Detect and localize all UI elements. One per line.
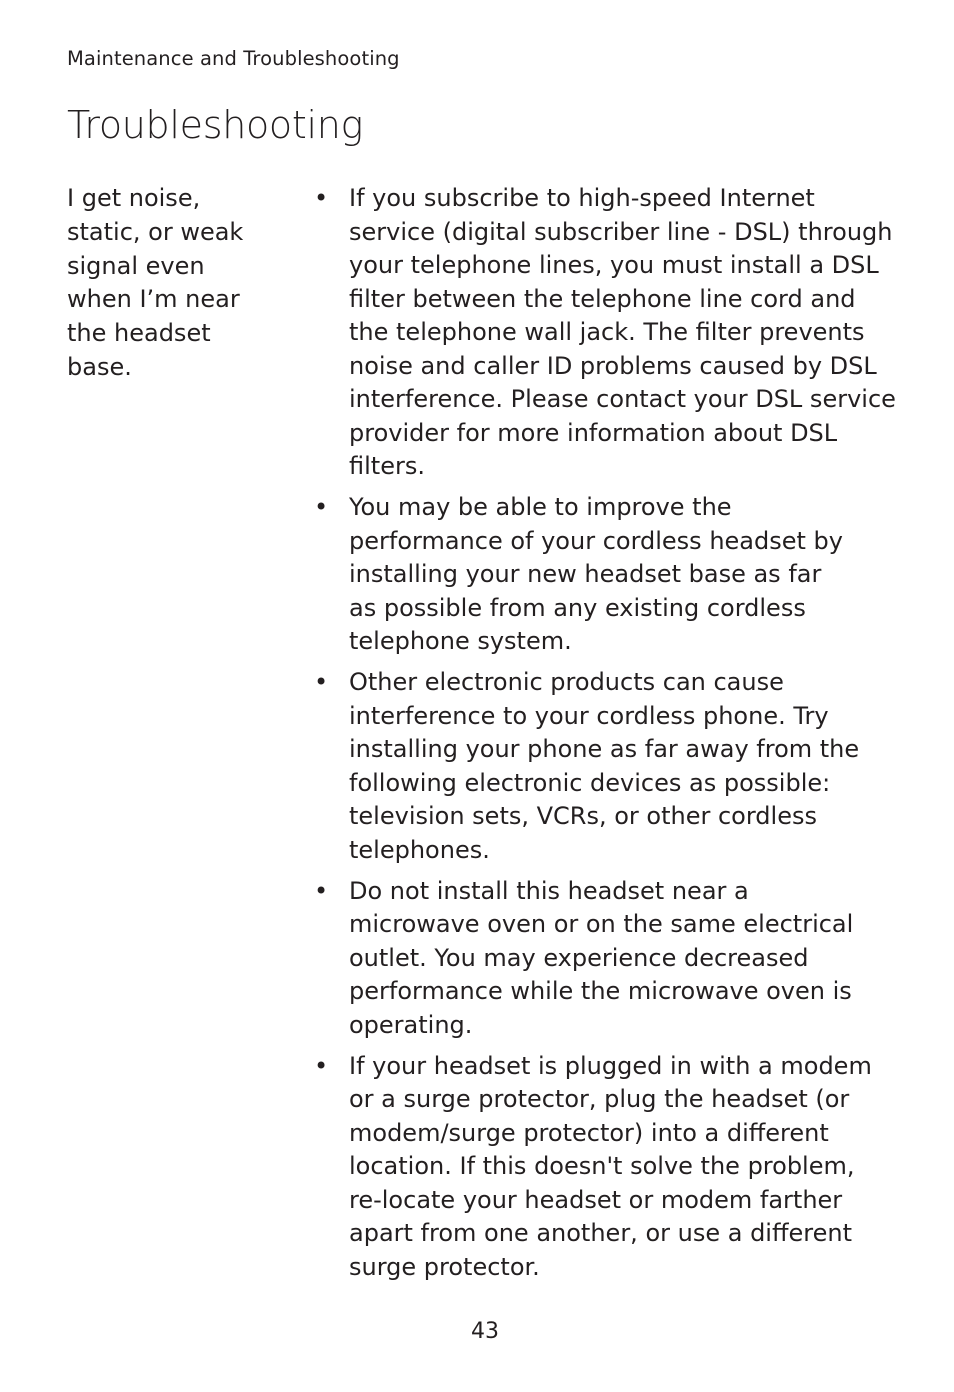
solution-text: If your headset is plugged in with a modem or a surge protector, plug the headset (or modem/surge protector) into a different location. If this doesn't solve the problem, re-locate your headset or modem farther apart from one another, or use a different surge protector. xyxy=(349,1051,872,1281)
bullet-icon: • xyxy=(314,184,329,212)
solution-text: Do not install this headset near a microwave oven or on the same electrical outlet. You may experience decreased performance while the microwave oven is operating. xyxy=(349,876,854,1039)
bullet-icon: • xyxy=(314,493,329,521)
page-number: 43 xyxy=(471,1319,499,1344)
page-title: Troubleshooting xyxy=(67,103,364,147)
solution-item xyxy=(310,1050,910,1285)
solutions-list xyxy=(310,182,910,1292)
problem-description: I get noise, static, or weak signal even when I’m near the headset base. xyxy=(67,184,244,381)
bullet-icon: • xyxy=(314,1051,329,1080)
bullet-icon: • xyxy=(314,668,329,696)
solution-text: If you subscribe to high-speed Internet service (digital subscriber line - DSL) through your telephone lines, you must install a DSL filter between the telephone line cord and the telephone wall jack. The filter prevents noise and caller ID problems caused by DSL interference. Please contact your DSL service provider for more information about DSL filters. xyxy=(349,184,896,480)
solution-text: You may be able to improve the performance of your cordless headset by installing your new headset base as far as possible from any existing cordless telephone system. xyxy=(349,493,843,655)
solution-item xyxy=(310,875,910,1043)
solution-item xyxy=(310,666,910,867)
bullet-icon: • xyxy=(314,876,329,905)
solution-text: Other electronic products can cause interference to your cordless phone. Try installing your phone as far away from the following electronic devices as possible: television sets, VCRs, or other cordless telephones. xyxy=(349,668,860,864)
solution-item xyxy=(310,491,910,659)
solution-item xyxy=(310,182,910,484)
running-header: Maintenance and Troubleshooting xyxy=(67,47,400,70)
